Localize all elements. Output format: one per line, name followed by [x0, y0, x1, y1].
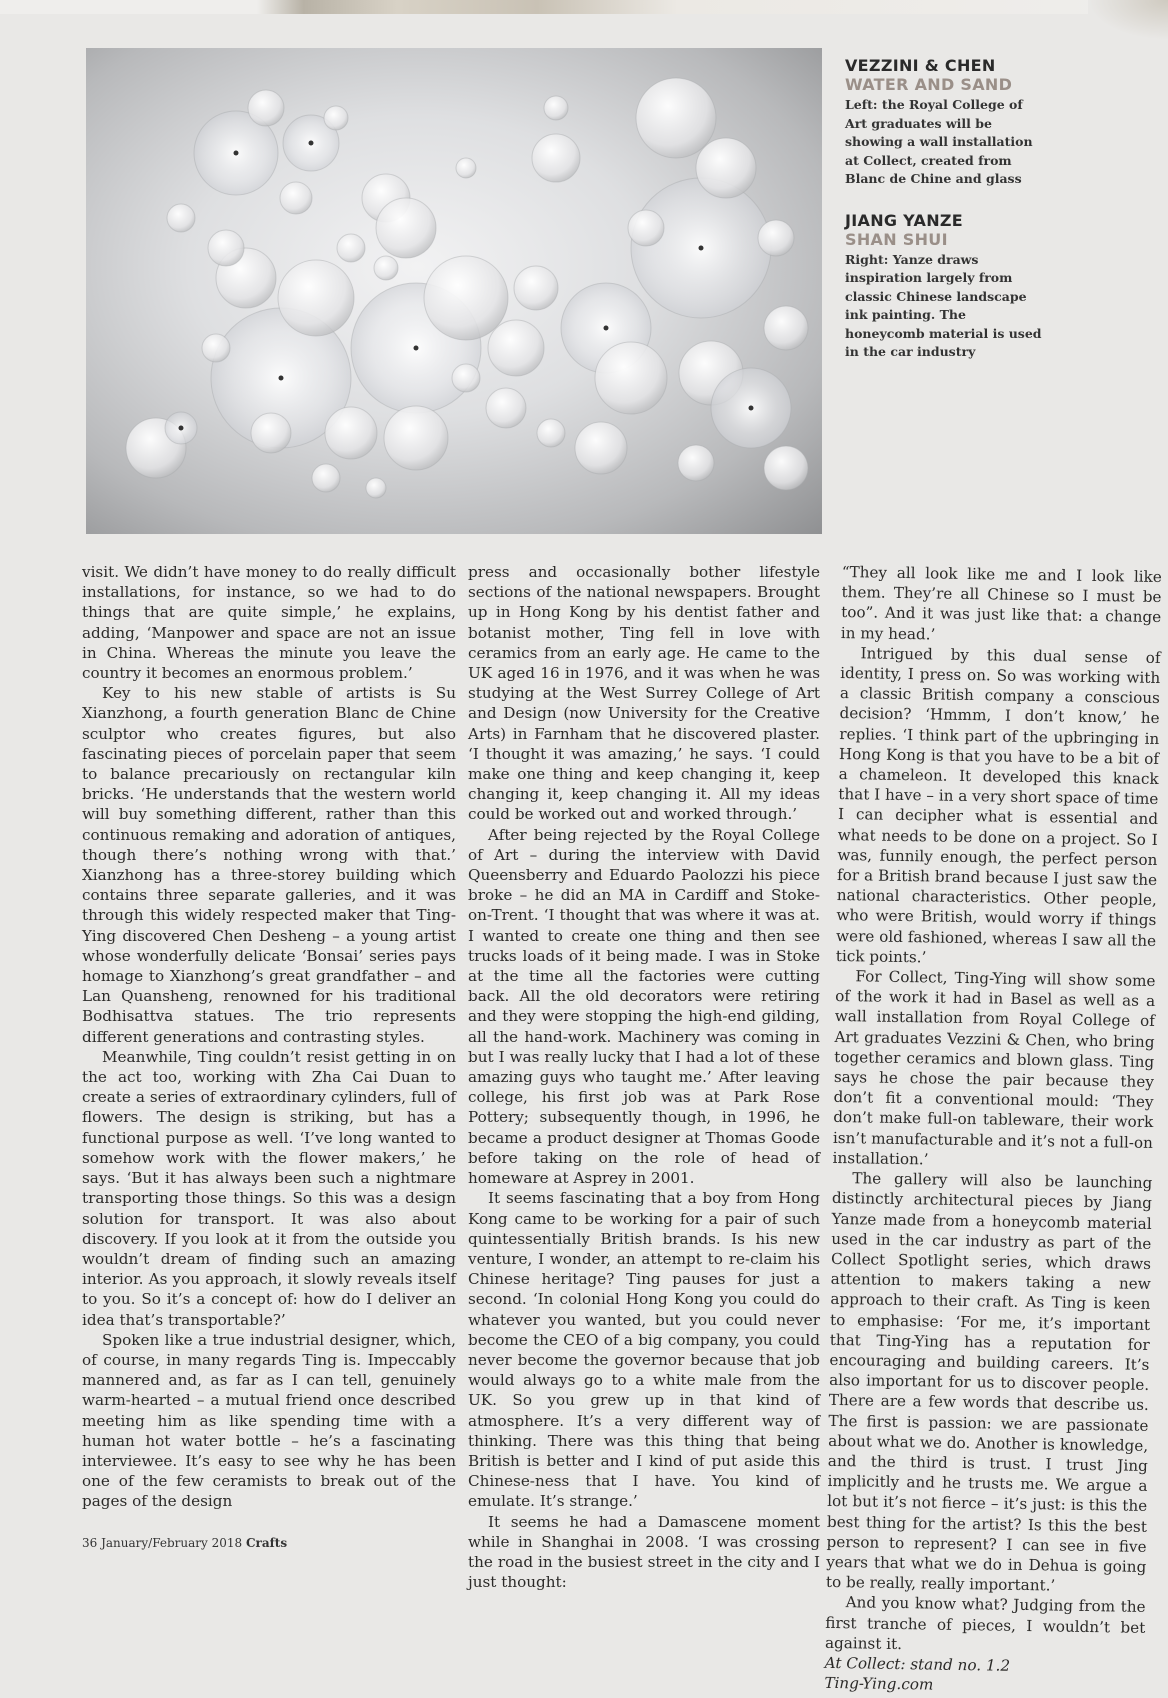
disc-center-pin — [699, 246, 704, 251]
installation-disc — [532, 134, 580, 182]
caption-text: Left: the Royal College of Art graduates will be showing a wall installation at Collect, created from Blanc de Chine and glass — [845, 97, 1033, 186]
disc-center-pin — [604, 326, 609, 331]
page-corner-shadow — [1088, 0, 1168, 40]
installation-disc — [337, 234, 365, 262]
installation-disc — [324, 106, 348, 130]
paragraph: It seems fascinating that a boy from Hong Kong came to be working for a pair of such quintessentially British brands. Is his new venture, I wonder, an attempt to re-claim his Chinese heritage? Ting pauses for just a second. ‘In colonial Hong Kong you could do whatever you wanted, but you could never become the CEO of a big company, you could never become the governor because that job would always go to a white male from the UK. So you grew up in that kind of atmosphere. It’s a very different way of thinking. There was this thing that being British is better and I kind of put aside this Chinese-ness that I have. You kind of emulate. It’s strange.’ — [468, 1189, 820, 1511]
installation-disc — [488, 320, 544, 376]
installation-disc — [544, 96, 568, 120]
installation-disc — [312, 464, 340, 492]
installation-disc — [628, 210, 664, 246]
installation-disc — [280, 182, 312, 214]
article-column-2 — [468, 562, 820, 1592]
disc-center-pin — [309, 141, 314, 146]
installation-disc — [374, 256, 398, 280]
disc-center-pin — [279, 376, 284, 381]
paragraph: Meanwhile, Ting couldn’t resist getting in on the act too, working with Zha Cai Duan to create a series of extraordinary cylinders, full of flowers. The design is striking, but has a functional purpose as well. ‘I’ve long wanted to somehow work with the flower makers,’ he says. ‘But it has always been such a nightmare transporting those things. So this was a design solution for transport. It was also about discovery. If you look at it from the outside you wouldn’t dream of finding such an amazing interior. As you approach, it slowly reveals itself to you. So it’s a concept of: how do I deliver an idea that’s transportable?’ — [82, 1047, 456, 1329]
page-number-date: 36 January/February 2018 — [82, 1536, 243, 1550]
disc-center-pin — [749, 406, 754, 411]
installation-disc — [758, 220, 794, 256]
disc-center-pin — [179, 426, 184, 431]
paragraph: press and occasionally bother lifestyle sections of the national newspapers. Brought up in Hong Kong by his dentist father and botanist mother, Ting fell in love with ceramics from an early age. He came to the UK aged 16 in 1976, and it was when he was studying at the West Surrey College of Art and Design (now University for the Creative Arts) in Farnham that he discovered plaster. ‘I thought it was amazing,’ he says. ‘I could make one thing and keep changing it, keep changing it, keep changing it. All my ideas could be worked out and worked through.’ — [468, 563, 820, 824]
installation-disc — [366, 478, 386, 498]
paragraph: The gallery will also be launching distinctly architectural pieces by Jiang Yanze made from a honeycomb material used in the car industry as part of the Collect Spotlight series, which draws attention to makers taking a new approach to their craft. As Ting is keen to emphasise: ‘For me, it’s important that Ting-Ying has a reputation for encouraging and building careers. It’s also important for us to discover people. There are a few words that describe us. The first is passion: we are passionate about what we do. Another is knowledge, and the third is trust. I trust Jing implicitly and he trusts me. We argue a lot but it’s not fierce – it’s just: is this the best thing for the artist? Is this the best person to represent? I can see in five years that what we do in Dehua is going to be really, really important.’ — [825, 1169, 1153, 1595]
installation-disc — [537, 419, 565, 447]
installation-disc — [325, 407, 377, 459]
installation-disc — [595, 342, 667, 414]
end-note-website: Ting-Ying.com — [824, 1674, 934, 1694]
caption-artist-name: JIANG YANZE — [845, 210, 964, 230]
caption-vezzini-chen — [845, 56, 1045, 189]
paragraph: It seems he had a Damascene moment while in Shanghai in 2008. ‘I was crossing the road in the busiest street in the city and I just thought: — [468, 1512, 820, 1592]
installation-disc — [678, 445, 714, 481]
installation-disc — [202, 334, 230, 362]
captions-block — [845, 56, 1045, 362]
caption-artist-name: VEZZINI & CHEN — [845, 56, 996, 75]
paragraph: Intrigued by this dual sense of identity, I press on. So was working with a classic British company a conscious decision? ‘Hmmm, I don’t know,’ he replies. ‘I think part of the upbringing in Hong Kong is that you have to be a bit of a chameleon. It developed this knack that I have – in a very short space of time I can decipher what is essential and what needs to be done on a project. So I was, funnily enough, the perfect person for a British brand because I just saw the national characteristics. Other people, who were British, would worry if things were old fashioned, whereas I saw all the tick points.’ — [835, 644, 1161, 967]
caption-text: Right: Yanze draws inspiration largely from classic Chinese landscape ink painting. The honeycomb material is used in the car industry — [845, 251, 1042, 359]
installation-disc — [208, 230, 244, 266]
paragraph: And you know what? Judging from the first tranche of pieces, I wouldn’t bet against it. — [824, 1593, 1146, 1653]
paragraph: “They all look like me and I look like them. They’re all Chinese so I must be too”. And it was just like that: a change in my head.’ — [840, 562, 1162, 644]
caption-jiang-yanze — [845, 211, 1045, 362]
page-footer — [82, 1536, 287, 1550]
disc-center-pin — [234, 151, 239, 156]
paragraph: For Collect, Ting-Ying will show some of the work it had in Basel as well as a wall installation from Royal College of Art graduates Vezzini & Chen, who bring together ceramics and blown glass. Ting says he chose the pair because they don’t fit a conventional mould: ‘They don’t make full-on tableware, their work isn’t manufacturable and it’s not a full-on installation.’ — [832, 967, 1156, 1169]
installation-disc — [486, 388, 526, 428]
installation-disc — [452, 364, 480, 392]
disc-installation-graphic — [86, 48, 822, 534]
installation-disc — [456, 158, 476, 178]
paragraph: After being rejected by the Royal College of Art – during the interview with David Queensberry and Eduardo Paolozzi his piece broke – he did an MA in Cardiff and Stoke-on-Trent. ‘I thought that was where it was at. I wanted to create one thing and then see trucks loads of it being made. I was in Stoke at the time all the factories were cutting back. All the old decorators were retiring and they were stopping the high-end gilding, all the hand-work. Machinery was coming in but I was really lucky that I had a lot of these amazing guys who taught me.’ After leaving college, his first job was at Park Rose Pottery; subsequently though, in 1996, he became a product designer at Thomas Goode before taking on the role of head of homeware at Asprey in 2001. — [468, 825, 820, 1188]
installation-disc — [248, 90, 284, 126]
installation-disc — [575, 422, 627, 474]
installation-disc — [514, 266, 558, 310]
installation-disc — [696, 138, 756, 198]
installation-disc — [764, 306, 808, 350]
disc-center-pin — [414, 346, 419, 351]
paragraph: visit. We didn’t have money to do really difficult installations, for instance, so we had to do things that are quite simple,’ he explains, adding, ‘Manpower and space are not an issue in China. Whereas the minute you leave the country it becomes an enormous problem.’ — [82, 563, 456, 683]
paragraph: Spoken like a true industrial designer, which, of course, in many regards Ting is. Impeccably mannered and, as far as I can tell, genuinely warm-hearted – a mutual friend once described meeting him as like spending time with a human hot water bottle – he’s a fascinating interviewee. It’s easy to see why he has been one of the few ceramists to break out of the pages of the design — [82, 1330, 456, 1511]
installation-photo — [86, 48, 822, 534]
photo-credit-vertical — [1152, 1140, 1162, 1340]
installation-disc — [424, 256, 508, 340]
top-edge-strip — [0, 0, 1168, 14]
paragraph: Key to his new stable of artists is Su Xianzhong, a fourth generation Blanc de Chine sculptor who creates figures, but also fascinating pieces of porcelain paper that seem to balance precariously on rectangular kiln bricks. ‘He understands that the western world will buy something different, rather than this continuous remaking and adoration of antiques, though there’s nothing wrong with that.’ Xianzhong has a three-storey building which contains three separate galleries, and it was through this widely respected maker that Ting-Ying discovered Chen Desheng – a young artist whose wonderfully delicate ‘Bonsai’ series pays homage to Xianzhong’s great grandfather – and Lan Quansheng, renowned for his traditional Bodhisattva statues. The trio represents different generations and contrasting styles. — [82, 684, 456, 1046]
article-column-1 — [82, 562, 456, 1512]
installation-disc — [376, 198, 436, 258]
caption-work-title: WATER AND SAND — [845, 75, 1013, 94]
installation-disc — [251, 413, 291, 453]
installation-disc — [278, 260, 354, 336]
end-note-stand: At Collect: stand no. 1.2 — [824, 1653, 1011, 1675]
caption-work-title: SHAN SHUI — [845, 229, 948, 249]
installation-disc — [764, 446, 808, 490]
magazine-name: Crafts — [246, 1536, 288, 1550]
installation-disc — [167, 204, 195, 232]
article-column-3 — [824, 562, 1162, 1698]
installation-disc — [636, 78, 716, 158]
installation-disc — [384, 406, 448, 470]
